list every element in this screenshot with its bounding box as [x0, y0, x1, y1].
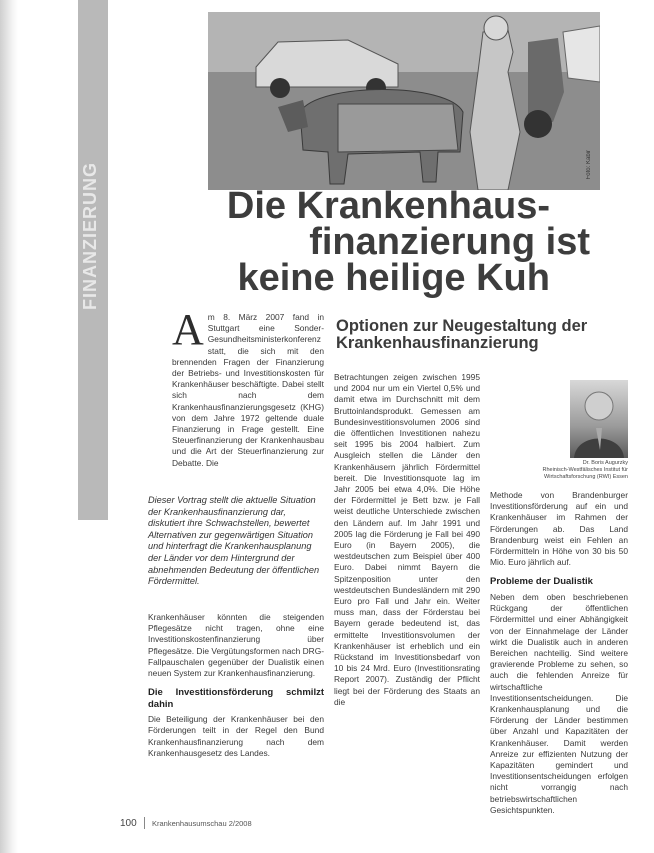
subhead-probleme: Probleme der Dualistik [490, 576, 593, 588]
column-1-intro [172, 305, 324, 477]
scan-edge [0, 0, 18, 853]
headline-line-3: keine heilige Kuh [237, 257, 550, 299]
column-3-paragraph-2: Neben dem oben beschriebenen Rückgang der öffentlichen Fördermittel und einer Abhängigkeit von der Einnahmelage der Länder wirkt die Dualistik auch in anderen Bereichen nachteilig. Sind weitere gravierende Probleme zu sehen, so auch die fehlenden Anreize für wirtschaftliche Investitionsentscheidungen. Die Krankenhausplanung und die Förderung der Länder bestimmen über Anzahl und Kapazitäten der Krankenhäuser. Damit werden Anreize zur effizienten Nutzung der Kapazitäten gemindert und Investitionsentscheidungen erfolgen nicht vorrangig nach betriebswirtschaftlichen Gesichtspunkten. [490, 591, 628, 815]
column-3-paragraph: Methode von Brandenburger Investitionsförderung auf ein und Krankenhäuser im Rahmen der Förderungen ab. Das Land Brandenburg weist ein Fehlen an Fördermitteln in Höhe von 30 bis 50 Mio. Euro jährlich auf. [490, 490, 628, 568]
cover-photo [208, 12, 600, 190]
person-icon [570, 380, 628, 458]
dropcap: A [172, 305, 204, 354]
section-label: FINANZIERUNG [80, 162, 100, 310]
photo-credit: Foto: Kabir [586, 150, 592, 180]
column-2-paragraph: Betrachtungen zeigen zwischen 1995 und 2004 nur um ein Viertel 0,5% und damit etwa im Durchschnitt mit dem Bruttoinlandsprodukt. Gemessen am Bundesinvestitionsvolumen 2006 sind die öffentlichen Investitionen nahezu seit 1995 bis 2004 halbiert. Zum Ausgleich stellen die Länder den Krankenhäusern jährlich Fördermittel bereit. Die Investitionsquote lag im Jahr 2005 bei etwa 4,0%. Die Höhe der Fördermittel je Bett bzw. je Fall weist deutliche Unterschiede zwischen den Ländern auf. Im Jahr 1991 und 2005 lag die Förderung je Fall bei 490 Euro (in Bayern 2005), die westdeutschen zum Beispiel über 400 Euro. Dabei nimmt Bayern die Spitzenposition unter den westdeutschen Bundesländern mit 290 Euro pro Fall und Jahr ein. Weiter muss man, dass der Förderstau bei Bayern gerade bedeutend ist, das ermittelte Investitionsvolumen der Krankenhäuser ist erheblich und ein Rückstand im Investitionsbedarf von 10 bis 24 Mrd. Euro (Investitionsrating Report 2007). Zuständig der Pflicht liegt bei der Förderung des Staats an die [334, 372, 480, 707]
caption-line-1: Dr. Boris Augurzky [582, 460, 628, 466]
column-1-body [148, 612, 324, 767]
page-number: 100 [120, 818, 137, 829]
column-1-paragraph-2: Die Beteiligung der Krankenhäuser bei den Förderungen teilt in der Regel den Bund Krankenhausfinanzierung nach dem Krankenhausgesetz des Landes. [148, 714, 324, 758]
author-portrait [570, 380, 628, 458]
caption-line-3: Wirtschaftsforschung (RWI) Essen [544, 474, 628, 480]
street-scene-illustration [208, 12, 600, 190]
column-1-paragraph: Krankenhäuser könnten die steigenden Pflegesätze nicht tragen, ohne eine Investitionskostenfinanzierung über Pflegesätze. Die Vergütungsformen nach DRG-Fallpauschalen gegenüber der Dualistik einen neuen System zur Krankenhausfinanzierung. [148, 612, 324, 679]
article-headline [200, 185, 610, 299]
journal-name: Krankenhausumschau 2/2008 [152, 819, 252, 828]
column-3-body [490, 490, 628, 824]
caption-line-2: Rheinisch-Westfälisches Institut für [542, 467, 628, 473]
optionen-heading: Optionen zur Neugestaltung der Krankenhausfinanzierung [336, 317, 588, 352]
headline-line-2: finanzierung ist [309, 221, 590, 263]
article-lead: Dieser Vortrag stellt die aktuelle Situation der Krankenhausfinanzierung dar, diskutiert ihre Schwachstellen, bewertet Alternativen zur gegenwärtigen Situation und hinterfragt die Krankenhausplanung der Länder vor dem Hintergrund der abnehmenden Bedeutung der öffentlichen Fördermittel. [148, 495, 320, 587]
intro-text: m 8. März 2007 fand in Stuttgart eine Sonder-Gesundheitsministerkonferenz statt, die sich mit den brennenden Fragen der Finanzierung der Betriebs- und Investitionskosten für Krankenhäuser beschäftigte. Dabei stellt sich nach dem Krankenhausfinanzierungsgesetz (KHG) von dem Jahre 1972 geltende duale Finanzierung in Frage gestellt. Eine Steuerfinanzierung der Krankenhausbau und die Art der Steuerfinanzierung zur Debatte. Die [172, 312, 324, 468]
column-2-body [334, 372, 480, 716]
headline-line-1: Die Krankenhaus- [226, 185, 550, 227]
footer-divider [144, 817, 145, 829]
subhead-investitionsfoerderung: Die Investitionsförderung schmilzt dahin [148, 687, 324, 710]
portrait-caption [500, 460, 628, 481]
